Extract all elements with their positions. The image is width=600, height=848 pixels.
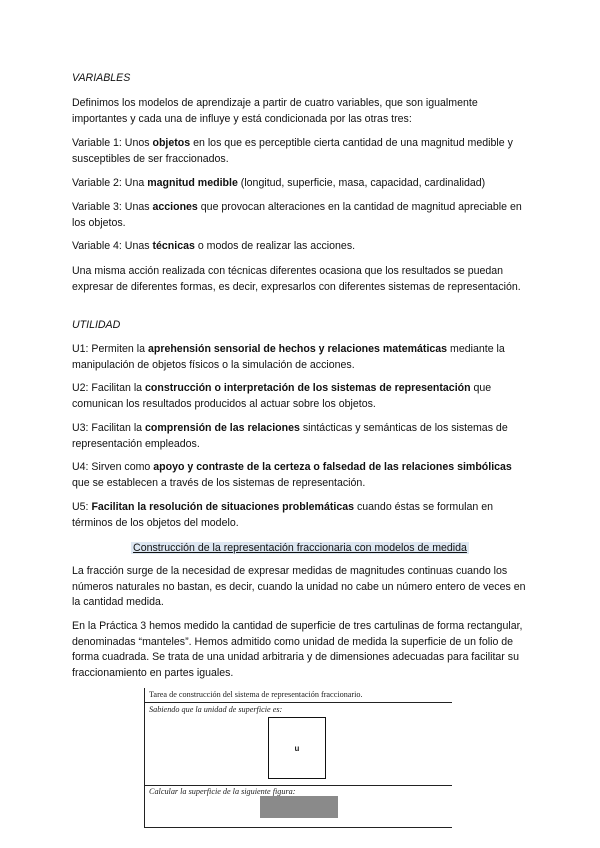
utilidad-u5: U5: Facilitan la resolución de situaciones problemáticas cuando éstas se formulan en términos de los objetos del modelo. (72, 501, 493, 529)
figure-title: Tarea de construcción del sistema de representación fraccionario. (149, 690, 363, 699)
unit-square (268, 717, 326, 779)
figure-line-calc: Calcular la superficie de la siguiente figura: (149, 787, 296, 796)
fraction-task-figure (144, 688, 452, 828)
construccion-paragraph-1: La fracción surge de la necesidad de expresar medidas de magnitudes continuas cuando los números naturales no bastan, es decir, cuando la unidad no cabe un número entero de veces en la cantidad medida. (72, 565, 526, 609)
construccion-paragraph-2: En la Práctica 3 hemos medido la cantidad de superficie de tres cartulinas de forma rectangular, denominadas “manteles”. Hemos admitido como unidad de medida la superficie de un folio de forma cuadrada. Se trata de una unidad arbitraria y de dimensiones adecuadas para facilitar su fraccionamiento en partes iguales. (72, 620, 523, 679)
variable-4: Variable 4: Unas técnicas o modos de realizar las acciones. (72, 240, 356, 252)
unit-label: u (294, 743, 300, 753)
utilidad-u4: U4: Sirven como apoyo y contraste de la certeza o falsedad de las relaciones simbólicas que se establecen a través de los sistemas de representación. (72, 461, 512, 489)
utilidad-u1: U1: Permiten la aprehensión sensorial de hechos y relaciones matemáticas mediante la manipulación de objetos físicos o la simulación de acciones. (72, 343, 505, 371)
variable-3: Variable 3: Unas acciones que provocan alteraciones en la cantidad de magnitud apreciable en los objetos. (72, 201, 522, 229)
variables-heading: VARIABLES (72, 72, 131, 84)
variable-1: Variable 1: Unos objetos en los que es perceptible cierta cantidad de una magnitud medible y susceptibles de ser fraccionados. (72, 137, 513, 165)
utilidad-u2: U2: Facilitan la construcción o interpretación de los sistemas de representación que comunican los resultados producidos al actuar sobre los objetos. (72, 382, 492, 410)
variables-intro: Definimos los modelos de aprendizaje a partir de cuatro variables, que son igualmente importantes y cada una de influye y está condicionada por las otras tres: (72, 97, 478, 125)
utilidad-heading: UTILIDAD (72, 319, 121, 331)
utilidad-u3: U3: Facilitan la comprensión de las relaciones sintácticas y semánticas de los sistemas de representación empleados. (72, 422, 508, 450)
figure-line-unit: Sabiendo que la unidad de superficie es: (149, 705, 283, 714)
variables-paragraph: Una misma acción realizada con técnicas diferentes ocasiona que los resultados se puedan expresar de diferentes formas, es decir, expresarlos con diferentes sistemas de representación. (72, 265, 521, 293)
shaded-figure (260, 796, 338, 818)
variable-2: Variable 2: Una magnitud medible (longitud, superficie, masa, capacidad, cardinalidad) (72, 177, 486, 189)
construccion-title-link[interactable]: Construcción de la representación fraccionaria con modelos de medida (133, 542, 467, 554)
